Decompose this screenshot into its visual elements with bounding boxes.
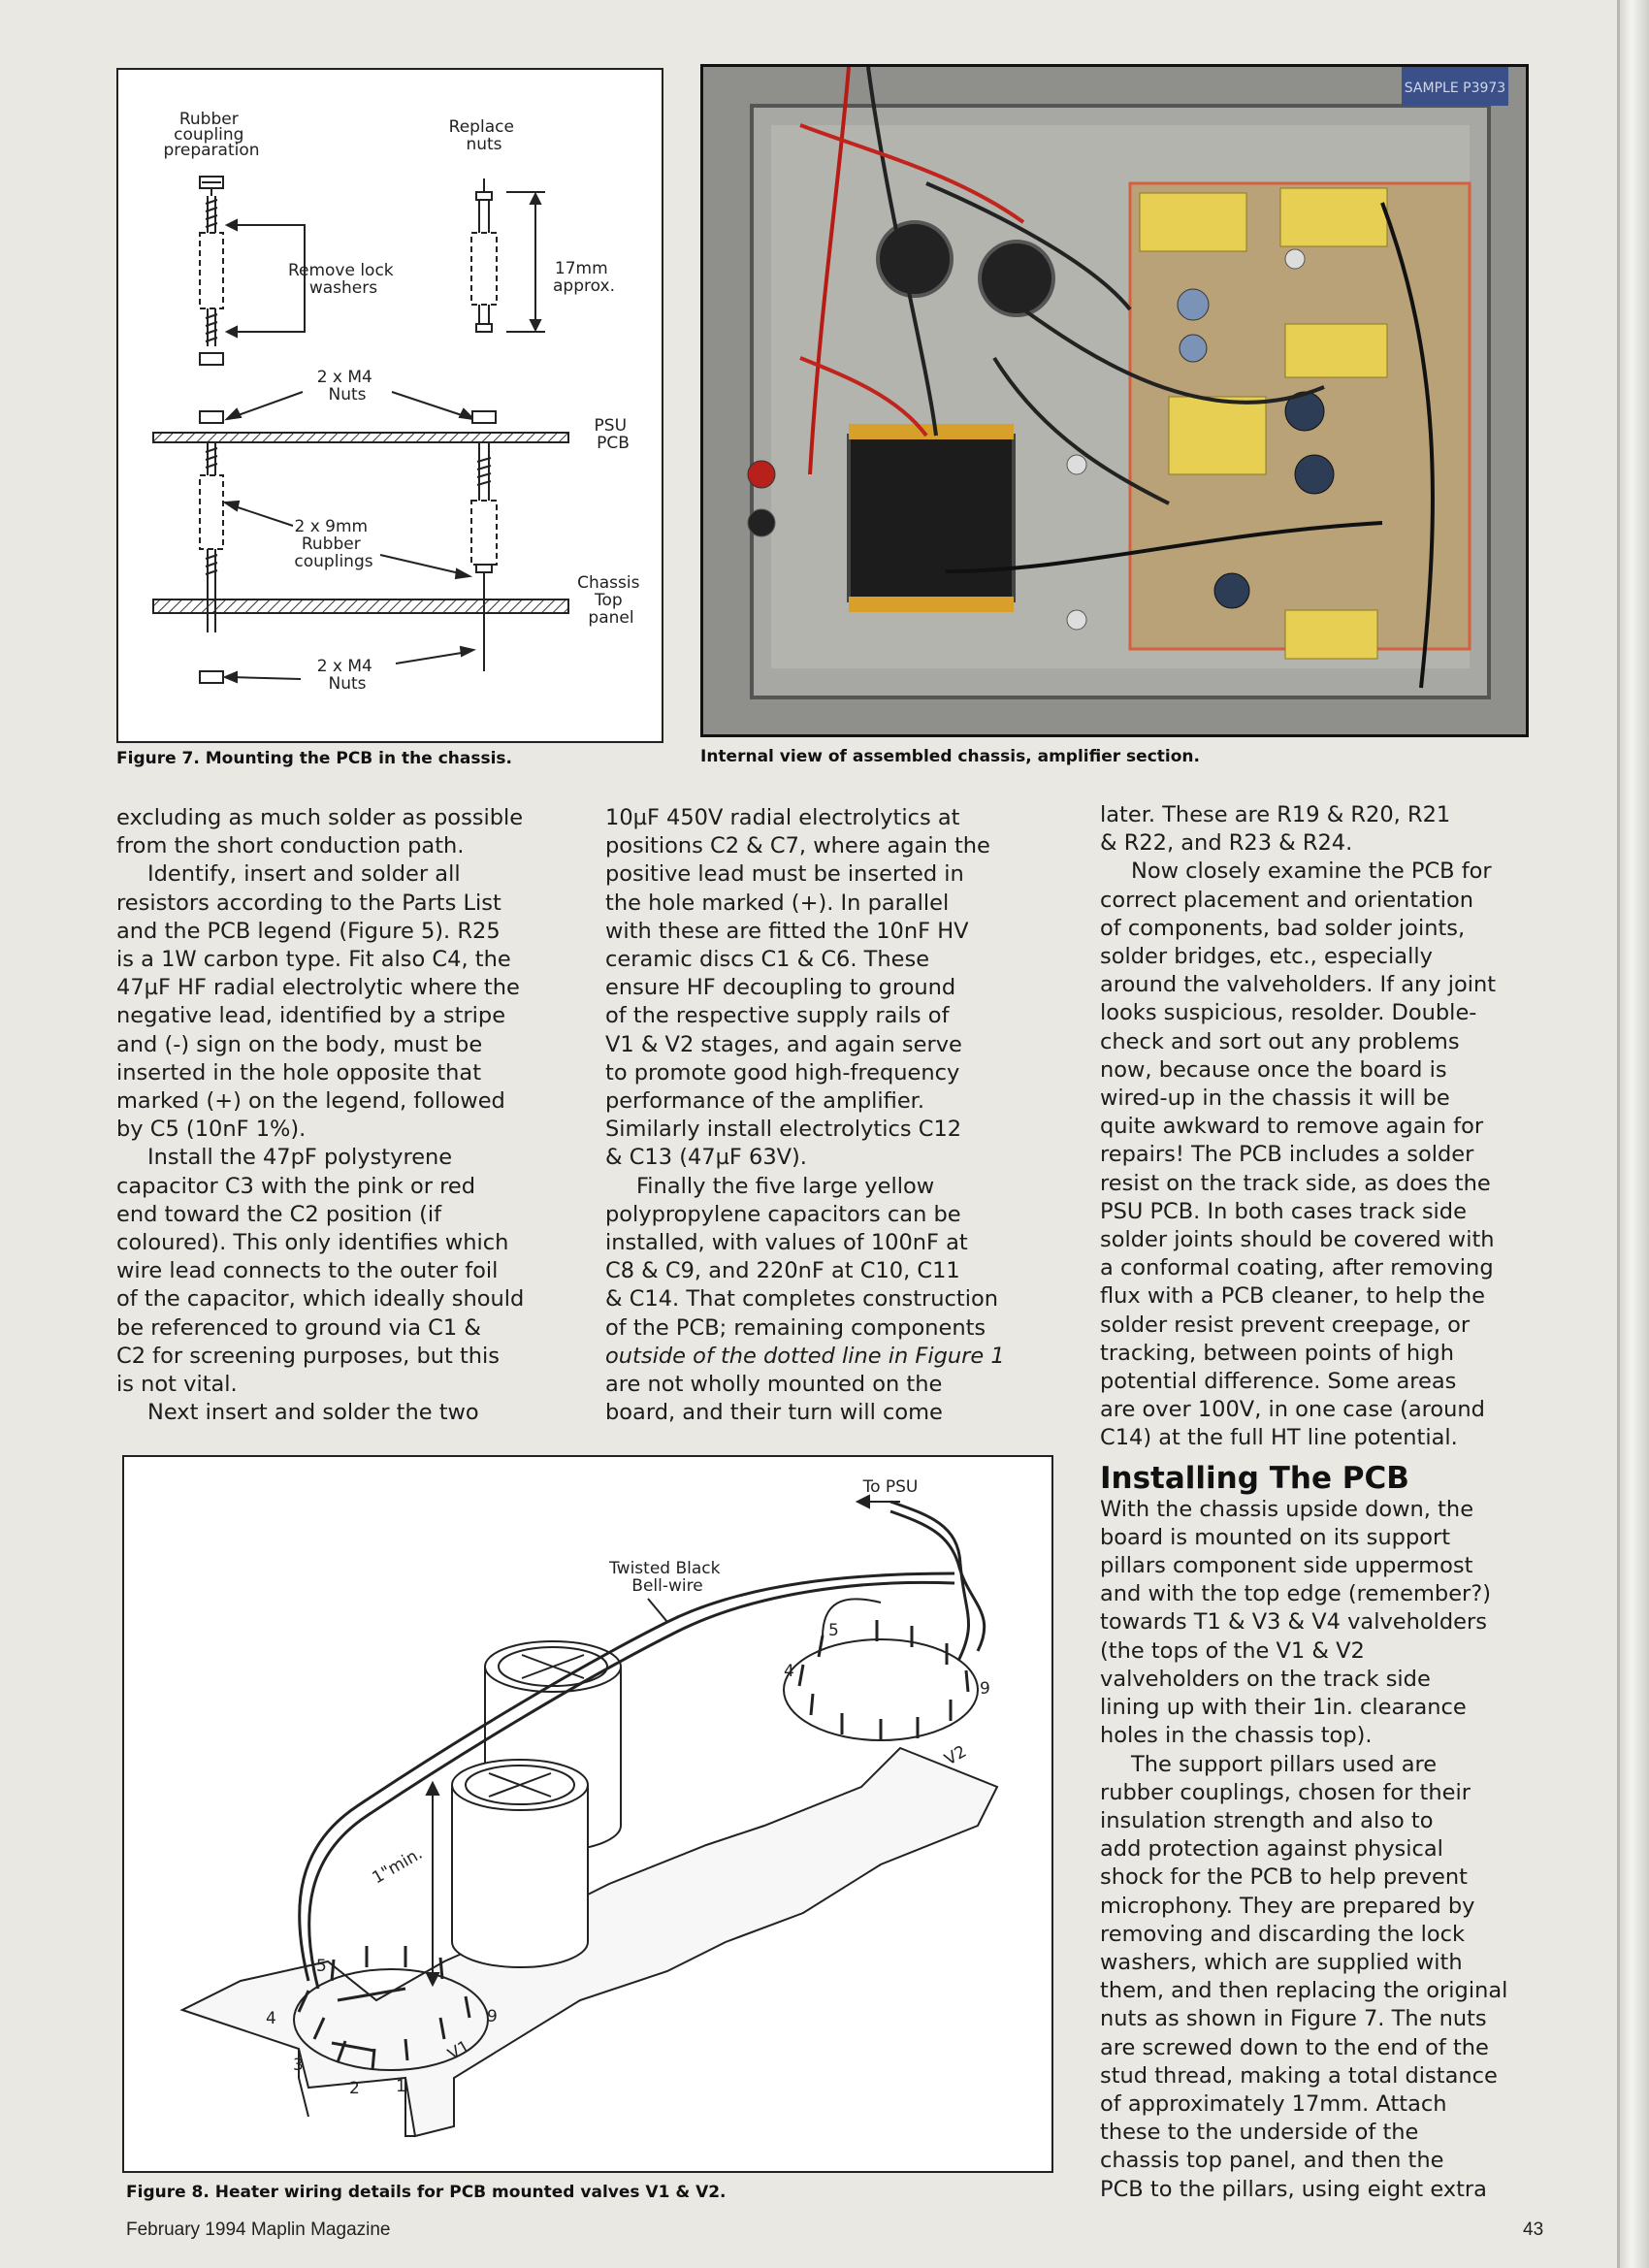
- column-1: [116, 804, 555, 1427]
- col3-line: now, because once the board is: [1100, 1056, 1447, 1083]
- col3-line: (the tops of the V1 & V2: [1100, 1637, 1365, 1664]
- psu-pcb-board: [153, 433, 568, 442]
- figure-8-caption: Figure 8. Heater wiring details for PCB mounted valves V1 & V2.: [126, 2183, 727, 2202]
- dimension-17mm: [506, 192, 545, 332]
- col1-line: end toward the C2 position (if: [116, 1201, 442, 1227]
- col1-line: C2 for screening purposes, but this: [116, 1343, 501, 1369]
- fig8-pin-v1-2: 2: [349, 2079, 360, 2098]
- col1-line: and the PCB legend (Figure 5). R25: [116, 918, 501, 944]
- col3-line: washers, which are supplied with: [1100, 1949, 1463, 1975]
- fig8-capacitor-front: [452, 1760, 588, 1967]
- col2-line: positive lead must be inserted in: [605, 861, 964, 888]
- col3-line: around the valveholders. If any joint: [1100, 972, 1497, 998]
- col1-line: coloured). This only identifies which: [116, 1230, 509, 1256]
- fig8-label-one-inch: 1"min.: [369, 1843, 427, 1889]
- col3-line: insulation strength and also to: [1100, 1807, 1434, 1833]
- column-2: [605, 804, 1051, 1427]
- col2-line: & C14. That completes construction: [605, 1286, 998, 1312]
- col3-line: microphony. They are prepared by: [1100, 1893, 1475, 1919]
- col1-line: 47µF HF radial electrolytic where the: [116, 975, 520, 1001]
- col2-line: of the respective supply rails of: [605, 1003, 950, 1029]
- col2-line: of the PCB; remaining components: [605, 1314, 986, 1341]
- fig8-pin-v1-5: 5: [316, 1957, 327, 1976]
- col3-line: looks suspicious, resolder. Double-: [1100, 1000, 1477, 1026]
- col3-line: quite awkward to remove again for: [1100, 1114, 1484, 1140]
- col3-line: & R22, and R23 & R24.: [1100, 830, 1353, 857]
- label-chassis-top-panel: Chassis Top panel: [577, 573, 640, 628]
- col2-line: Similarly install electrolytics C12: [605, 1117, 962, 1143]
- col3-line: potential difference. Some areas: [1100, 1369, 1457, 1395]
- figure-7: [116, 68, 663, 743]
- label-m4-nuts-bottom: 2 x M4 Nuts: [316, 657, 372, 694]
- col3-line: holes in the chassis top).: [1100, 1723, 1373, 1749]
- section-heading: Installing The PCB: [1100, 1460, 1409, 1496]
- col3-line: tracking, between points of high: [1100, 1340, 1454, 1366]
- col3-line: rubber couplings, chosen for their: [1100, 1779, 1471, 1805]
- fig8-pin-v1-1: 1: [396, 2077, 406, 2096]
- col3-line: and with the top edge (remember?): [1100, 1581, 1492, 1607]
- col2-line: performance of the amplifier.: [605, 1088, 925, 1115]
- col3-line: valveholders on the track side: [1100, 1666, 1431, 1692]
- col3-line: these to the underside of the: [1100, 2120, 1419, 2146]
- col3-line: towards T1 & V3 & V4 valveholders: [1100, 1609, 1488, 1636]
- label-m4-nuts-top: 2 x M4 Nuts: [316, 368, 372, 405]
- col3-line: solder joints should be covered with: [1100, 1227, 1495, 1253]
- label-rubber-couplings: 2 x 9mm Rubber couplings: [294, 517, 373, 571]
- col1-line: Install the 47pF polystyrene: [147, 1145, 453, 1171]
- col3-line: lining up with their 1in. clearance: [1100, 1695, 1467, 1721]
- fig8-label-v1: V1: [444, 2036, 473, 2065]
- chassis-top-panel: [153, 599, 568, 613]
- col2-line: to promote good high-frequency: [605, 1059, 960, 1085]
- col1-line: Next insert and solder the two: [147, 1400, 479, 1426]
- figure-8: [122, 1455, 1053, 2173]
- label-dimension: 17mm approx.: [553, 259, 615, 296]
- col1-line: from the short conduction path.: [116, 833, 465, 859]
- fig8-pin-v2-5: 5: [828, 1621, 839, 1640]
- fig8-pin-v2-9: 9: [980, 1679, 990, 1699]
- label-rubber-coupling-prep: Rubber coupling preparation: [163, 110, 260, 160]
- left-coupling-prep: [200, 177, 223, 365]
- col1-line: be referenced to ground via C1 &: [116, 1314, 481, 1341]
- fig8-pin-v1-9: 9: [487, 2007, 498, 2026]
- col3-line: correct placement and orientation: [1100, 887, 1474, 913]
- fig8-label-twisted-wire: Twisted Black Bell-wire: [609, 1559, 721, 1596]
- col1-line: wire lead connects to the outer foil: [116, 1258, 499, 1284]
- figure-7-caption: Figure 7. Mounting the PCB in the chassis.: [116, 749, 512, 768]
- col3-line: PCB to the pillars, using eight extra: [1100, 2176, 1487, 2202]
- label-psu-pcb: PSU PCB: [594, 416, 630, 453]
- col1-line: resistors according to the Parts List: [116, 890, 501, 916]
- col2-line: ceramic discs C1 & C6. These: [605, 947, 930, 973]
- figure-8-drawing: [124, 1457, 1051, 2171]
- col1-line: marked (+) on the legend, followed: [116, 1088, 505, 1115]
- col1-line: excluding as much solder as possible: [116, 805, 524, 830]
- col3-line: solder bridges, etc., especially: [1100, 944, 1433, 970]
- col3-line: With the chassis upside down, the: [1100, 1496, 1474, 1522]
- right-coupling-nuts: [471, 178, 497, 332]
- col3-line: add protection against physical: [1100, 1836, 1443, 1863]
- col2-line: outside of the dotted line in Figure 1: [605, 1343, 1005, 1369]
- col2-line: & C13 (47µF 63V).: [605, 1145, 807, 1171]
- col3-line: wired-up in the chassis it will be: [1100, 1085, 1450, 1112]
- col3-line: stud thread, making a total distance: [1100, 2062, 1498, 2089]
- col3-line: C14) at the full HT line potential.: [1100, 1425, 1458, 1451]
- col2-line: board, and their turn will come: [605, 1400, 943, 1426]
- photo-sample-label: SAMPLE P3973: [1404, 81, 1506, 96]
- col2-line: Finally the five large yellow: [636, 1173, 935, 1199]
- page-edge: [1620, 0, 1649, 2268]
- col2-line: installed, with values of 100nF at: [605, 1230, 968, 1256]
- col3-line: pillars component side uppermost: [1100, 1553, 1473, 1579]
- col3-line: resist on the track side, as does the: [1100, 1170, 1491, 1196]
- col1-line: negative lead, identified by a stripe: [116, 1003, 506, 1029]
- col2-line: C8 & C9, and 220nF at C10, C11: [605, 1258, 960, 1284]
- chassis-photo: [700, 64, 1529, 737]
- fig8-pin-v1-4: 4: [266, 2009, 276, 2028]
- footer-page-number: 43: [1523, 2219, 1544, 2240]
- col2-line: with these are fitted the 10nF HV: [605, 918, 969, 944]
- fig8-pin-v1-3: 3: [293, 2056, 304, 2075]
- col3-line: solder resist prevent creepage, or: [1100, 1312, 1471, 1338]
- fig8-label-v2: V2: [941, 1741, 970, 1770]
- col1-line: and (-) sign on the body, must be: [116, 1031, 483, 1057]
- col3-line: later. These are R19 & R20, R21: [1100, 802, 1451, 827]
- col3-line: of components, bad solder joints,: [1100, 915, 1466, 941]
- chassis-photo-drawing: [703, 67, 1526, 734]
- label-replace-nuts: Replace nuts: [448, 117, 514, 154]
- page-edge-line: [1617, 0, 1620, 2268]
- col3-line: nuts as shown in Figure 7. The nuts: [1100, 2006, 1487, 2032]
- col2-line: V1 & V2 stages, and again serve: [605, 1031, 962, 1057]
- footer-publication: February 1994 Maplin Magazine: [126, 2219, 391, 2240]
- fig8-label-to-psu: To PSU: [862, 1477, 919, 1497]
- label-remove-lock-washers: Remove lock washers: [287, 261, 394, 298]
- col3-line: Now closely examine the PCB for: [1131, 859, 1492, 885]
- column-3: [1100, 801, 1546, 2204]
- col1-line: Identify, insert and solder all: [147, 861, 461, 888]
- col3-line: are screwed down to the end of the: [1100, 2034, 1489, 2060]
- col2-line: are not wholly mounted on the: [605, 1372, 943, 1398]
- figure-7-drawing: [118, 70, 662, 741]
- col3-line: removing and discarding the lock: [1100, 1921, 1466, 1947]
- fig8-pin-v2-4: 4: [784, 1662, 794, 1681]
- col3-line: chassis top panel, and then the: [1100, 2148, 1444, 2174]
- col3-line: board is mounted on its support: [1100, 1524, 1451, 1550]
- col3-line: shock for the PCB to help prevent: [1100, 1864, 1468, 1891]
- col3-line: check and sort out any problems: [1100, 1028, 1460, 1054]
- col3-line: are over 100V, in one case (around: [1100, 1397, 1485, 1423]
- photo-caption: Internal view of assembled chassis, amplifier section.: [700, 747, 1200, 766]
- col1-line: is not vital.: [116, 1372, 238, 1398]
- col3-line: repairs! The PCB includes a solder: [1100, 1142, 1474, 1168]
- col1-line: inserted in the hole opposite that: [116, 1059, 482, 1085]
- col2-line: positions C2 & C7, where again the: [605, 833, 990, 859]
- col3-line: PSU PCB. In both cases track side: [1100, 1198, 1467, 1224]
- col2-line: polypropylene capacitors can be: [605, 1201, 961, 1227]
- col1-line: capacitor C3 with the pink or red: [116, 1173, 476, 1199]
- col1-line: by C5 (10nF 1%).: [116, 1117, 307, 1143]
- col2-line: 10µF 450V radial electrolytics at: [605, 805, 960, 830]
- photo-transformer: [849, 436, 1014, 600]
- col2-line: the hole marked (+). In parallel: [605, 890, 950, 916]
- col3-line: them, and then replacing the original: [1100, 1978, 1508, 2004]
- col3-line: a conformal coating, after removing: [1100, 1255, 1494, 1281]
- col3-line: The support pillars used are: [1131, 1751, 1438, 1777]
- col1-line: of the capacitor, which ideally should: [116, 1286, 525, 1312]
- col3-line: flux with a PCB cleaner, to help the: [1100, 1283, 1485, 1310]
- col1-line: is a 1W carbon type. Fit also C4, the: [116, 947, 511, 973]
- assembled-coupling-right: [471, 442, 497, 671]
- col2-line: ensure HF decoupling to ground: [605, 975, 956, 1001]
- col3-line: of approximately 17mm. Attach: [1100, 2090, 1447, 2117]
